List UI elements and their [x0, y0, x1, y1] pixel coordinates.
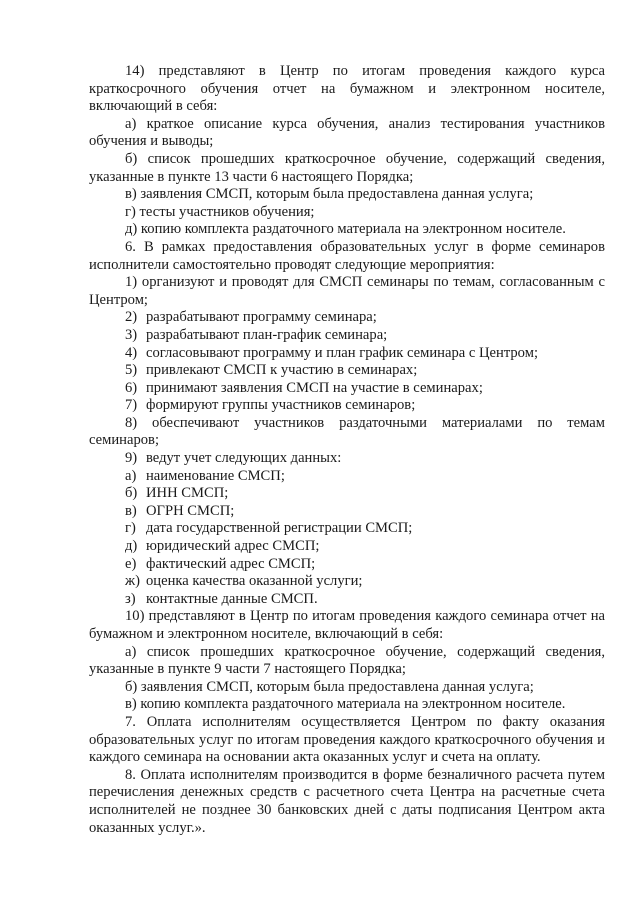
list-item-text: формируют группы участников семинаров; [146, 397, 416, 414]
list-item-text: привлекают СМСП к участию в семинарах; [146, 362, 418, 379]
paragraph-section-7: 7. Оплата исполнителям осуществляется Центром по факту оказания образовательных услуг по итогам проведения каждого краткосрочного обучения и каждого семинара на основании акта оказанных услуг и счета на оплату. [89, 713, 605, 766]
list-item-number: 9) [125, 450, 138, 467]
list-item [89, 362, 605, 380]
paragraph-item-10v: в) копию комплекта раздаточного материала на электронном носителе. [125, 696, 566, 713]
list-item [89, 520, 605, 538]
list-item-text: дата государственной регистрации СМСП; [146, 520, 413, 537]
list-item-text: юридический адрес СМСП; [146, 538, 320, 555]
paragraph-item-10a: а) список прошедших краткосрочное обучение, содержащий сведения, указанные в пункте 9 части 7 настоящего Порядка; [89, 643, 605, 678]
paragraph-item-10: 10) представляют в Центр по итогам проведения каждого семинара отчет на бумажном и электронном носителе, включающий в себя: [89, 608, 605, 642]
tracked-data-list [89, 450, 605, 608]
list-item-number: е) [125, 555, 137, 572]
list-item [89, 538, 605, 556]
list-item [89, 485, 605, 503]
list-item [89, 380, 605, 398]
list-item [89, 345, 605, 363]
list-item-number: 2) [125, 309, 138, 326]
paragraph-item-6-8: 8) обеспечивают участников раздаточными материалами по темам семинаров; [89, 414, 605, 449]
list-item-text: контактные данные СМСП. [146, 590, 318, 607]
list-item-text: ведут учет следующих данных: [146, 450, 342, 467]
list-item-text: согласовывают программу и план график семинара с Центром; [146, 344, 538, 361]
seminar-activities-list [89, 309, 605, 415]
list-item [89, 397, 605, 415]
list-item-text: фактический адрес СМСП; [146, 555, 316, 572]
list-item-text: ИНН СМСП; [146, 485, 229, 502]
list-item-number: в) [125, 502, 137, 519]
list-item [89, 309, 605, 327]
document-body [89, 63, 605, 837]
list-item [89, 327, 605, 345]
list-item-number: б) [125, 485, 138, 502]
paragraph-section-8: 8. Оплата исполнителям производится в форме безналичного расчета путем перечисления денежных средств с расчетного счета Центра на расчетные счета исполнителей не позднее 30 банковских дней с даты подписания Центром акта оказанных услуг.». [89, 766, 605, 836]
list-item-number: 7) [125, 397, 138, 414]
list-item-text: разрабатывают программу семинара; [146, 309, 377, 326]
paragraph-item-14d: д) копию комплекта раздаточного материала на электронном носителе. [125, 221, 566, 238]
list-item-text: принимают заявления СМСП на участие в семинарах; [146, 379, 483, 396]
list-item-number: 6) [125, 379, 138, 396]
paragraph-item-10b: б) заявления СМСП, которым была предоставлена данная услуга; [125, 678, 534, 695]
paragraph-item-14a: а) краткое описание курса обучения, анализ тестирования участников обучения и выводы; [89, 115, 605, 150]
list-item-text: наименование СМСП; [146, 467, 285, 484]
list-item [89, 468, 605, 486]
list-item-number: г) [125, 520, 136, 537]
list-item-text: оценка качества оказанной услуги; [146, 573, 363, 590]
paragraph-item-14v: в) заявления СМСП, которым была предоставлена данная услуга; [125, 186, 534, 203]
list-item-number: 3) [125, 326, 138, 343]
paragraph-item-6-1: 1) организуют и проводят для СМСП семинары по темам, согласованным с Центром; [89, 274, 605, 308]
list-item-number: з) [125, 590, 136, 607]
paragraph-item-14g: г) тесты участников обучения; [125, 203, 315, 220]
list-item [89, 591, 605, 609]
list-item [89, 450, 605, 468]
list-item-number: а) [125, 467, 137, 484]
list-item-text: разрабатывают план-график семинара; [146, 326, 388, 343]
list-item-number: 5) [125, 362, 138, 379]
list-item [89, 573, 605, 591]
paragraph-section-6: 6. В рамках предоставления образовательных услуг в форме семинаров исполнители самостоятельно проводят следующие мероприятия: [89, 238, 605, 273]
list-item-number: д) [125, 538, 138, 555]
paragraph-item-14b: б) список прошедших краткосрочное обучение, содержащий сведения, указанные в пункте 13 части 6 настоящего Порядка; [89, 150, 605, 185]
paragraph-item-14: 14) представляют в Центр по итогам проведения каждого курса краткосрочного обучения отчет на бумажном и электронном носителе, включающий в себя: [89, 63, 605, 115]
list-item-number: 4) [125, 344, 138, 361]
list-item [89, 503, 605, 521]
list-item-number: ж) [125, 573, 140, 590]
list-item [89, 556, 605, 574]
list-item-text: ОГРН СМСП; [146, 502, 235, 519]
